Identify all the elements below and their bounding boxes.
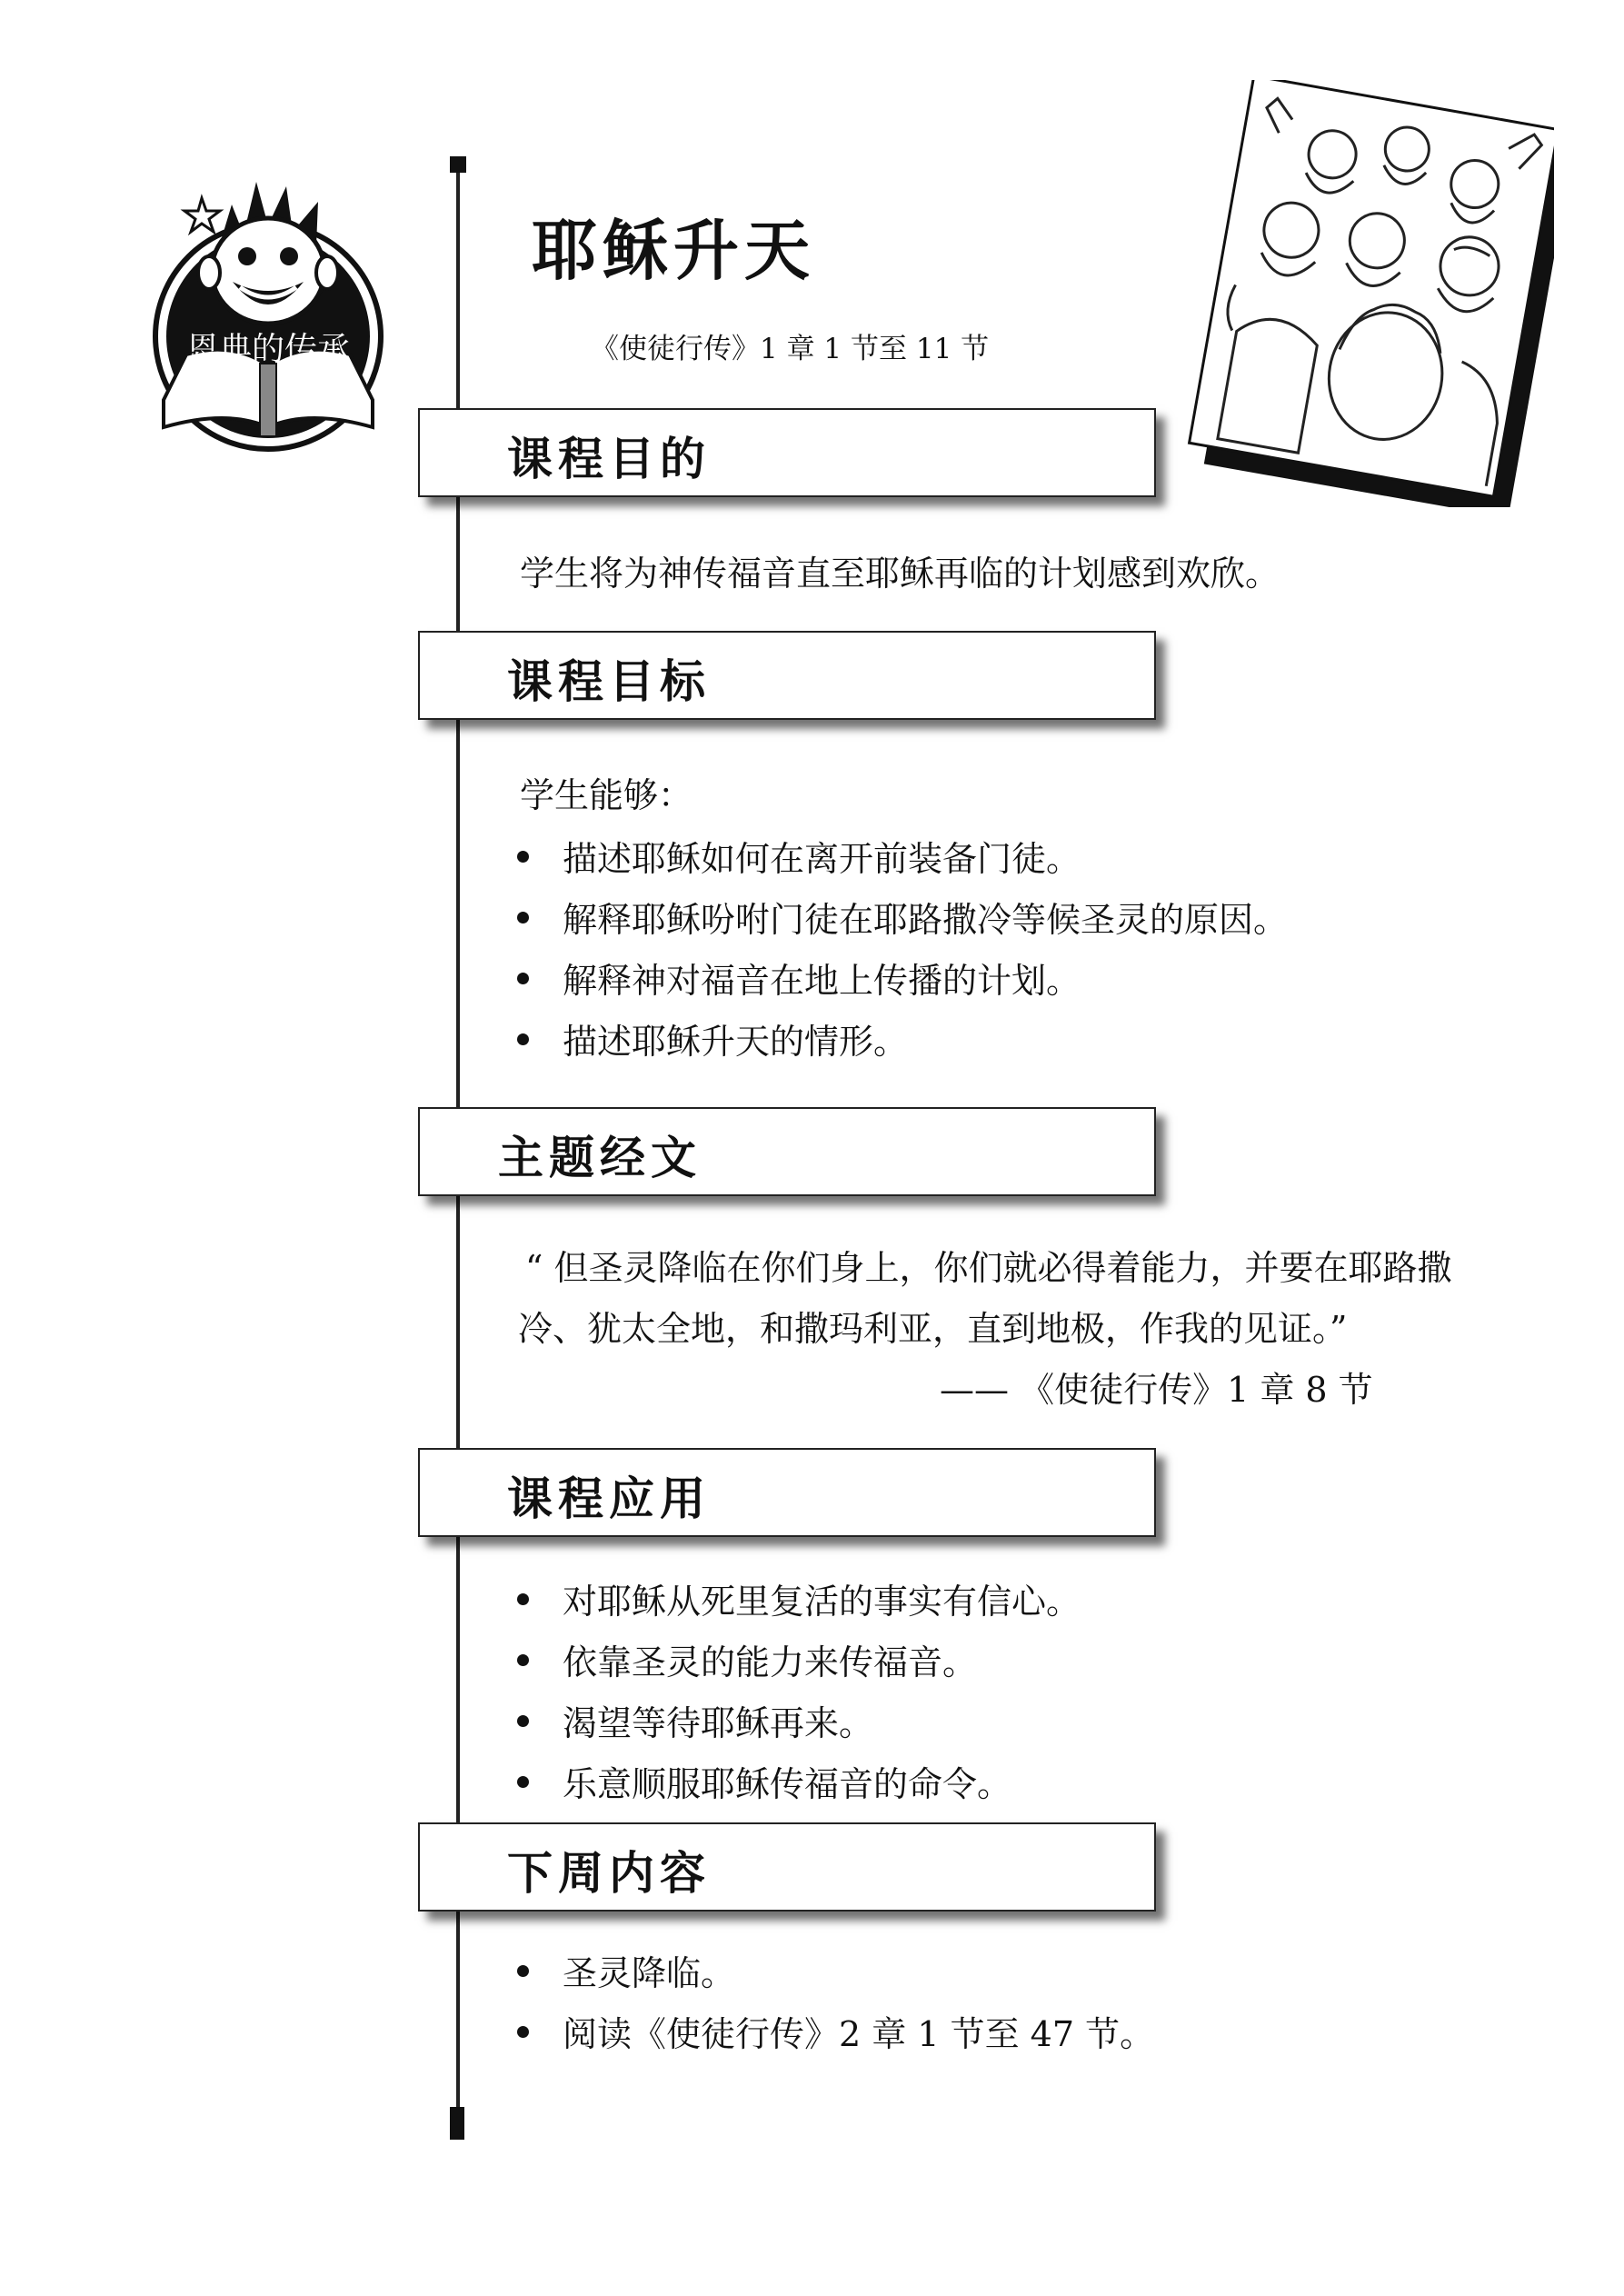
section-header-objectives	[418, 631, 1156, 720]
list-item: 描述耶稣如何在离开前装备门徒。	[512, 831, 1288, 892]
timeline-cap-top	[450, 156, 466, 173]
logo-text: 恩典的传承	[185, 331, 351, 368]
key-verse-line-1: “ 但圣灵降临在你们身上，你们就必得着能力，并要在耶路撒	[525, 1248, 1452, 1288]
key-verse-reference: —— 《使徒行传》1 章 8 节	[940, 1370, 1373, 1410]
section-heading: 课程应用	[507, 1472, 711, 1525]
page-title: 耶稣升天	[532, 212, 816, 289]
crowd-illustration	[1172, 80, 1554, 507]
list-item: 乐意顺服耶稣传福音的命令。	[512, 1756, 1081, 1817]
key-verse-line-2: 冷、犹太全地，和撒玛利亚，直到地极，作我的见证。”	[518, 1309, 1348, 1349]
grace-heritage-logo	[145, 155, 391, 454]
purpose-text: 学生将为神传福音直至耶稣再临的计划感到欢欣。	[520, 554, 1280, 594]
section-header-purpose	[418, 408, 1156, 497]
list-item: 渴望等待耶稣再来。	[512, 1695, 1081, 1756]
list-item: 对耶稣从死里复活的事实有信心。	[512, 1573, 1081, 1634]
section-header-next-week	[418, 1822, 1156, 1912]
list-item: 圣灵降临。	[512, 1945, 1154, 2006]
list-item: 描述耶稣升天的情形。	[512, 1013, 1288, 1074]
list-item: 阅读《使徒行传》2 章 1 节至 47 节。	[512, 2006, 1154, 2067]
objectives-intro: 学生能够：	[520, 775, 693, 815]
objectives-list	[512, 831, 1288, 1074]
scripture-reference: 《使徒行传》1 章 1 节至 11 节	[591, 333, 990, 365]
application-list	[512, 1573, 1081, 1817]
section-header-key-verse	[418, 1107, 1156, 1196]
section-heading: 主题经文	[498, 1132, 702, 1184]
list-item: 依靠圣灵的能力来传福音。	[512, 1634, 1081, 1695]
next-week-list	[512, 1945, 1154, 2067]
list-item: 解释耶稣吩咐门徒在耶路撒冷等候圣灵的原因。	[512, 892, 1288, 953]
section-heading: 课程目标	[507, 655, 711, 708]
section-header-application	[418, 1448, 1156, 1537]
section-heading: 课程目的	[507, 433, 711, 485]
list-item: 解释神对福音在地上传播的计划。	[512, 953, 1288, 1013]
timeline-cap-bottom	[450, 2107, 464, 2140]
section-heading: 下周内容	[507, 1847, 711, 1900]
